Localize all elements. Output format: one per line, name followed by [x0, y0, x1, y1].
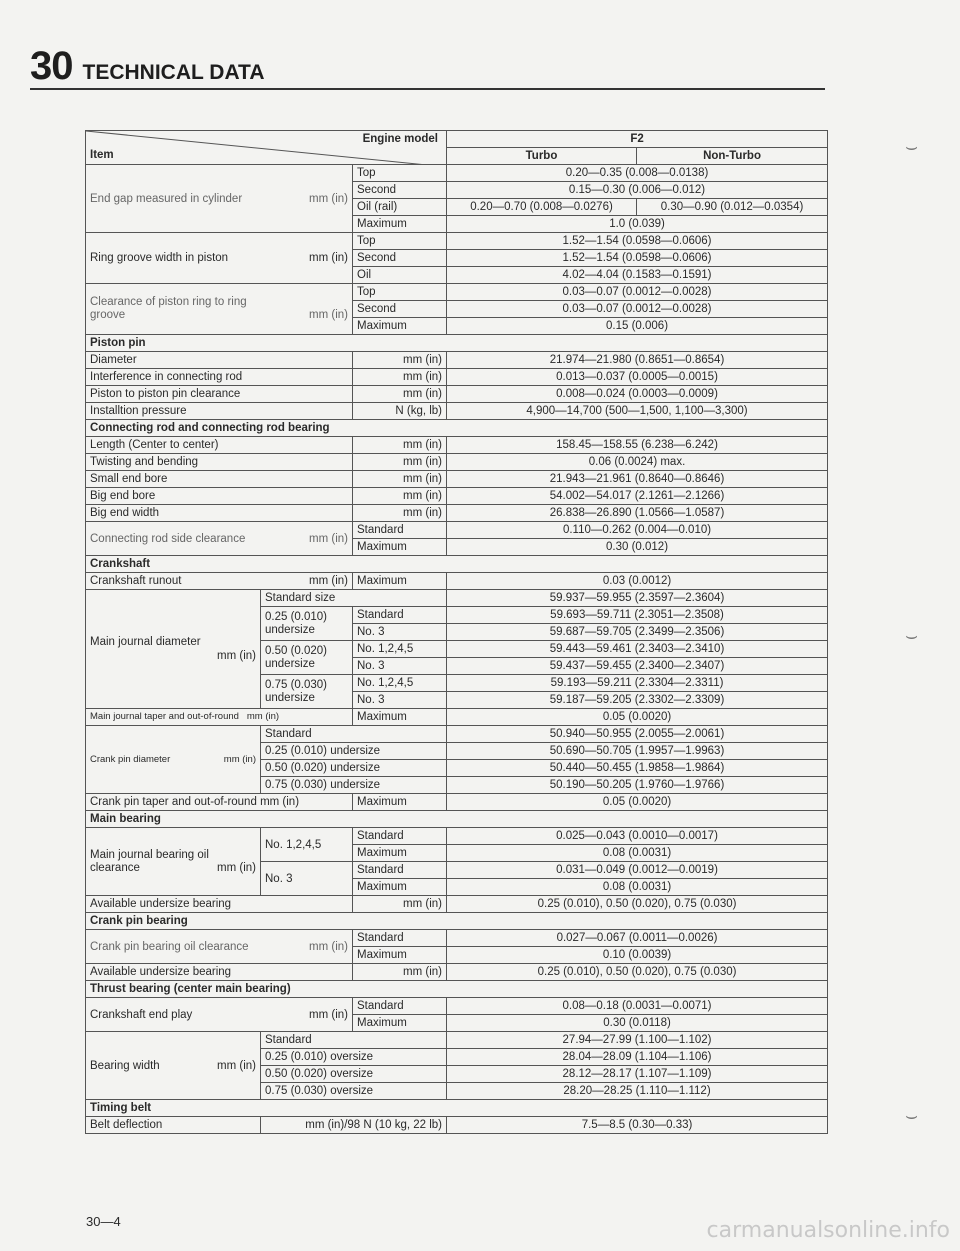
crank-runout-value: 0.03 (0.0012)	[447, 573, 828, 590]
mj-us050-label: 0.50 (0.020) undersize	[261, 641, 353, 675]
section-crankpin-bearing: Crank pin bearing	[86, 913, 828, 930]
conrod-small-label: Small end bore	[86, 471, 353, 488]
mb-n1-max-value: 0.08 (0.0031)	[447, 845, 828, 862]
endgap-top-label: Top	[353, 165, 447, 182]
conrod-big-unit: mm (in)	[353, 488, 447, 505]
mj-std-size-label: Standard size	[261, 590, 447, 607]
mj-us050-no3-label: No. 3	[353, 658, 447, 675]
width-050-label: 0.50 (0.020) oversize	[261, 1066, 447, 1083]
clearance-item: Clearance of piston ring to ring groove mm (in)	[86, 284, 353, 335]
clearance-second-value: 0.03—0.07 (0.0012—0.0028)	[447, 301, 828, 318]
mj-taper-value: 0.05 (0.0020)	[447, 709, 828, 726]
pin-install-unit: N (kg, lb)	[353, 403, 447, 420]
mj-us075-n1-value: 59.193—59.211 (2.3304—2.3311)	[447, 675, 828, 692]
cpb-item: Crank pin bearing oil clearance mm (in)	[86, 930, 353, 964]
mj-us050-n1-value: 59.443—59.461 (2.3403—2.3410)	[447, 641, 828, 658]
mj-taper-item: Main journal taper and out-of-round mm (in)	[86, 709, 353, 726]
mj-us025-no3-label: No. 3	[353, 624, 447, 641]
conrod-big-value: 54.002—54.017 (2.1261—2.1266)	[447, 488, 828, 505]
timing-deflection-unit: mm (in)/98 N (10 kg, 22 lb)	[261, 1117, 447, 1134]
col-turbo: Turbo	[447, 148, 637, 165]
mb-item: Main journal bearing oil clearance mm (in)	[86, 828, 261, 896]
conrod-side-max-value: 0.30 (0.012)	[447, 539, 828, 556]
crank-runout-item: Crankshaft runout mm (in)	[86, 573, 353, 590]
endplay-std-label: Standard	[353, 998, 447, 1015]
ringgroove-oil-value: 4.02—4.04 (0.1583—0.1591)	[447, 267, 828, 284]
header-diagonal-cell	[86, 131, 447, 165]
cp-std-value: 50.940—50.955 (2.0055—2.0061)	[447, 726, 828, 743]
section-title: TECHNICAL DATA	[82, 61, 265, 84]
conrod-length-unit: mm (in)	[353, 437, 447, 454]
width-075-label: 0.75 (0.030) oversize	[261, 1083, 447, 1100]
conrod-bigw-unit: mm (in)	[353, 505, 447, 522]
item-label: Item	[90, 149, 114, 161]
endgap-oil-nonturbo: 0.30—0.90 (0.012—0.0354)	[637, 199, 828, 216]
cp-taper-item: Crank pin taper and out-of-round mm (in)	[86, 794, 353, 811]
pin-diameter-unit: mm (in)	[353, 352, 447, 369]
width-std-value: 27.94—27.99 (1.100—1.102)	[447, 1032, 828, 1049]
watermark: carmanualsonline.info	[706, 1218, 950, 1243]
cpb-max-label: Maximum	[353, 947, 447, 964]
endgap-oil-label: Oil (rail)	[353, 199, 447, 216]
pin-interference-value: 0.013—0.037 (0.0005—0.0015)	[447, 369, 828, 386]
header-rule	[30, 88, 825, 90]
cpb-avail-value: 0.25 (0.010), 0.50 (0.020), 0.75 (0.030)	[447, 964, 828, 981]
pin-interference-label: Interference in connecting rod	[86, 369, 353, 386]
mj-taper-max-label: Maximum	[353, 709, 447, 726]
margin-mark: ⌣	[905, 625, 919, 647]
cp-taper-value: 0.05 (0.0020)	[447, 794, 828, 811]
conrod-side-item: Connecting rod side clearance mm (in)	[86, 522, 353, 556]
cp-taper-max-label: Maximum	[353, 794, 447, 811]
mb-n1-std-value: 0.025—0.043 (0.0010—0.0017)	[447, 828, 828, 845]
mj-us075-no3-label: No. 3	[353, 692, 447, 709]
crankpin-diameter-item: Crank pin diameter mm (in)	[86, 726, 261, 794]
margin-mark: ⌣	[905, 1105, 919, 1127]
clearance-top-value: 0.03—0.07 (0.0012—0.0028)	[447, 284, 828, 301]
endplay-max-value: 0.30 (0.0118)	[447, 1015, 828, 1032]
section-thrust-bearing: Thrust bearing (center main bearing)	[86, 981, 828, 998]
endgap-max-value: 1.0 (0.039)	[447, 216, 828, 233]
endgap-oil-turbo: 0.20—0.70 (0.008—0.0276)	[447, 199, 637, 216]
crank-runout-max-label: Maximum	[353, 573, 447, 590]
section-conrod: Connecting rod and connecting rod bearing	[86, 420, 828, 437]
mb-n3-max-value: 0.08 (0.0031)	[447, 879, 828, 896]
cp-075-label: 0.75 (0.030) undersize	[261, 777, 447, 794]
timing-deflection-label: Belt deflection	[86, 1117, 261, 1134]
endgap-top-value: 0.20—0.35 (0.008—0.0138)	[447, 165, 828, 182]
width-075-value: 28.20—28.25 (1.110—1.112)	[447, 1083, 828, 1100]
mb-avail-value: 0.25 (0.010), 0.50 (0.020), 0.75 (0.030)	[447, 896, 828, 913]
conrod-side-std-label: Standard	[353, 522, 447, 539]
margin-mark: ⌣	[905, 136, 919, 158]
cp-050-label: 0.50 (0.020) undersize	[261, 760, 447, 777]
page-header	[30, 44, 265, 89]
pin-interference-unit: mm (in)	[353, 369, 447, 386]
mj-std-size-value: 59.937—59.955 (2.3597—2.3604)	[447, 590, 828, 607]
conrod-bigw-label: Big end width	[86, 505, 353, 522]
conrod-side-max-label: Maximum	[353, 539, 447, 556]
mb-avail-unit: mm (in)	[353, 896, 447, 913]
mj-us050-n1-label: No. 1,2,4,5	[353, 641, 447, 658]
mj-us025-no3-value: 59.687—59.705 (2.3499—2.3506)	[447, 624, 828, 641]
ringgroove-top-value: 1.52—1.54 (0.0598—0.0606)	[447, 233, 828, 250]
mj-us075-no3-value: 59.187—59.205 (2.3302—2.3309)	[447, 692, 828, 709]
page-number: 30—4	[86, 1214, 121, 1229]
ringgroove-second-value: 1.52—1.54 (0.0598—0.0606)	[447, 250, 828, 267]
engine-model-label: Engine model	[362, 133, 439, 145]
mb-n3-max-label: Maximum	[353, 879, 447, 896]
cp-std-label: Standard	[261, 726, 447, 743]
pin-clearance-value: 0.008—0.024 (0.0003—0.0009)	[447, 386, 828, 403]
spec-table	[85, 130, 828, 1134]
pin-clearance-unit: mm (in)	[353, 386, 447, 403]
conrod-twist-value: 0.06 (0.0024) max.	[447, 454, 828, 471]
cp-075-value: 50.190—50.205 (1.9760—1.9766)	[447, 777, 828, 794]
ringgroove-item: Ring groove width in piston mm (in)	[86, 233, 353, 284]
mj-us075-n1-label: No. 1,2,4,5	[353, 675, 447, 692]
mj-us075-label: 0.75 (0.030) undersize	[261, 675, 353, 709]
section-crankshaft: Crankshaft	[86, 556, 828, 573]
clearance-second-label: Second	[353, 301, 447, 318]
mb-n3-label: No. 3	[261, 862, 353, 896]
cpb-avail-unit: mm (in)	[353, 964, 447, 981]
cp-025-value: 50.690—50.705 (1.9957—1.9963)	[447, 743, 828, 760]
conrod-length-label: Length (Center to center)	[86, 437, 353, 454]
mb-n3-std-value: 0.031—0.049 (0.0012—0.0019)	[447, 862, 828, 879]
conrod-twist-label: Twisting and bending	[86, 454, 353, 471]
cp-025-label: 0.25 (0.010) undersize	[261, 743, 447, 760]
conrod-small-value: 21.943—21.961 (0.8640—0.8646)	[447, 471, 828, 488]
width-025-label: 0.25 (0.010) oversize	[261, 1049, 447, 1066]
endgap-second-label: Second	[353, 182, 447, 199]
mj-us025-std-value: 59.693—59.711 (2.3051—2.3508)	[447, 607, 828, 624]
endgap-max-label: Maximum	[353, 216, 447, 233]
conrod-bigw-value: 26.838—26.890 (1.0566—1.0587)	[447, 505, 828, 522]
pin-clearance-label: Piston to piston pin clearance	[86, 386, 353, 403]
width-050-value: 28.12—28.17 (1.107—1.109)	[447, 1066, 828, 1083]
conrod-small-unit: mm (in)	[353, 471, 447, 488]
mb-n1-label: No. 1,2,4,5	[261, 828, 353, 862]
clearance-max-value: 0.15 (0.006)	[447, 318, 828, 335]
mb-n3-std-label: Standard	[353, 862, 447, 879]
conrod-big-label: Big end bore	[86, 488, 353, 505]
endgap-second-value: 0.15—0.30 (0.006—0.012)	[447, 182, 828, 199]
col-nonturbo: Non-Turbo	[637, 148, 828, 165]
cpb-max-value: 0.10 (0.0039)	[447, 947, 828, 964]
section-piston-pin: Piston pin	[86, 335, 828, 352]
mj-us025-label: 0.25 (0.010) undersize	[261, 607, 353, 641]
mj-us050-no3-value: 59.437—59.455 (2.3400—2.3407)	[447, 658, 828, 675]
width-std-label: Standard	[261, 1032, 447, 1049]
endplay-std-value: 0.08—0.18 (0.0031—0.0071)	[447, 998, 828, 1015]
section-timing-belt: Timing belt	[86, 1100, 828, 1117]
ringgroove-second-label: Second	[353, 250, 447, 267]
endgap-item: End gap measured in cylinder mm (in)	[86, 165, 353, 233]
ringgroove-top-label: Top	[353, 233, 447, 250]
conrod-side-std-value: 0.110—0.262 (0.004—0.010)	[447, 522, 828, 539]
cpb-avail-label: Available undersize bearing	[86, 964, 353, 981]
width-item: Bearing width mm (in)	[86, 1032, 261, 1100]
endplay-max-label: Maximum	[353, 1015, 447, 1032]
section-main-bearing: Main bearing	[86, 811, 828, 828]
ringgroove-oil-label: Oil	[353, 267, 447, 284]
mb-n1-max-label: Maximum	[353, 845, 447, 862]
cpb-std-label: Standard	[353, 930, 447, 947]
cpb-std-value: 0.027—0.067 (0.0011—0.0026)	[447, 930, 828, 947]
main-journal-item: Main journal diameter mm (in)	[86, 590, 261, 709]
pin-diameter-value: 21.974—21.980 (0.8651—0.8654)	[447, 352, 828, 369]
conrod-twist-unit: mm (in)	[353, 454, 447, 471]
endplay-item: Crankshaft end play mm (in)	[86, 998, 353, 1032]
clearance-max-label: Maximum	[353, 318, 447, 335]
section-number: 30	[30, 44, 73, 88]
timing-deflection-value: 7.5—8.5 (0.30—0.33)	[447, 1117, 828, 1134]
pin-install-value: 4,900—14,700 (500—1,500, 1,100—3,300)	[447, 403, 828, 420]
mj-us025-std-label: Standard	[353, 607, 447, 624]
cp-050-value: 50.440—50.455 (1.9858—1.9864)	[447, 760, 828, 777]
clearance-top-label: Top	[353, 284, 447, 301]
mb-n1-std-label: Standard	[353, 828, 447, 845]
width-025-value: 28.04—28.09 (1.104—1.106)	[447, 1049, 828, 1066]
pin-diameter-label: Diameter	[86, 352, 353, 369]
mb-avail-label: Available undersize bearing	[86, 896, 353, 913]
pin-install-label: Installtion pressure	[86, 403, 353, 420]
conrod-length-value: 158.45—158.55 (6.238—6.242)	[447, 437, 828, 454]
model-header: F2	[447, 131, 828, 148]
